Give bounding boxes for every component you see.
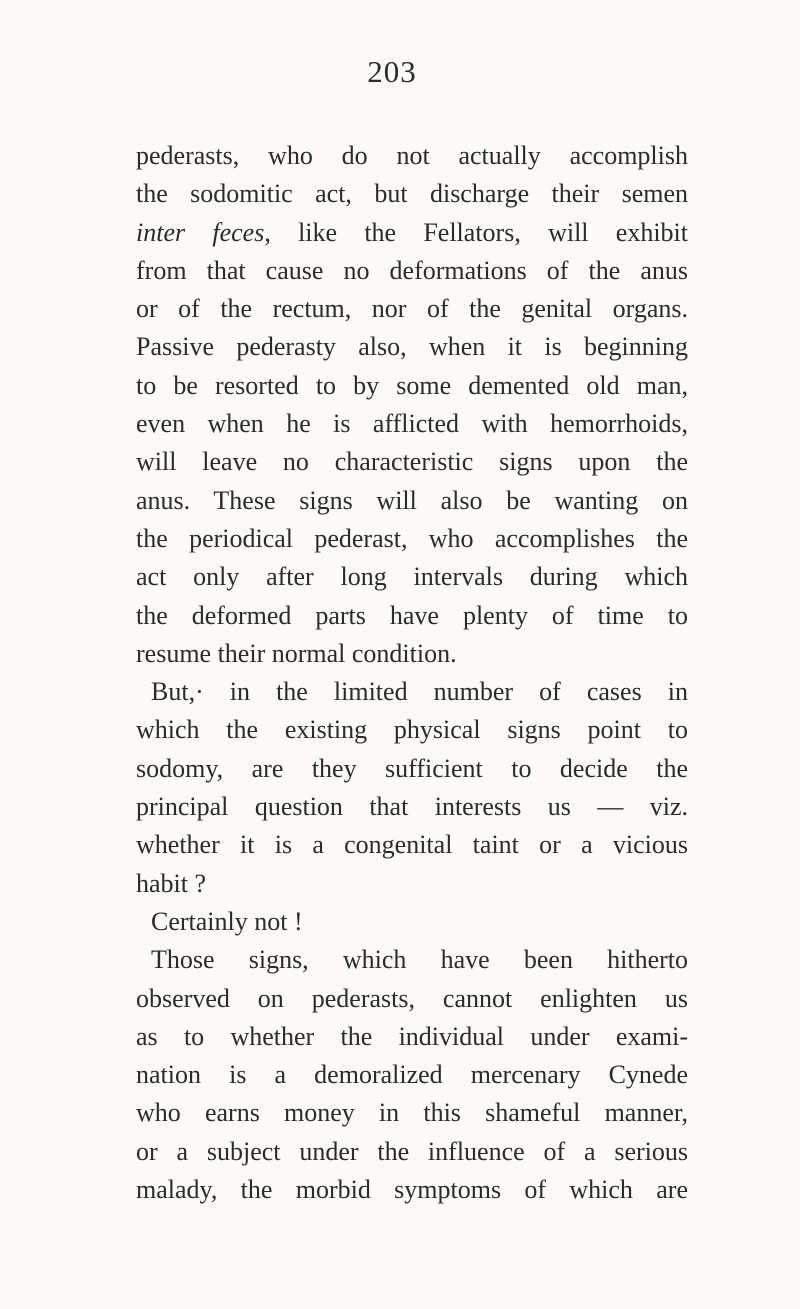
text-line: observed on pederasts, cannot enlighten us bbox=[136, 983, 688, 1013]
paragraph-start: Certainly not ! bbox=[151, 906, 303, 936]
text-line: habit ? bbox=[136, 868, 207, 898]
text-line: as to whether the individual under exami- bbox=[136, 1021, 688, 1051]
text-line: to be resorted to by some demented old man, bbox=[136, 370, 688, 400]
text-line: act only after long intervals during which bbox=[136, 562, 688, 592]
text-line: nation is a demoralized mercenary Cynede bbox=[136, 1060, 688, 1090]
text-line: Passive pederasty also, when it is beginning bbox=[136, 332, 688, 362]
text-line: or of the rectum, nor of the genital organs. bbox=[136, 294, 688, 324]
text-line: will leave no characteristic signs upon the bbox=[136, 447, 688, 477]
text-line bbox=[136, 214, 688, 252]
text-line: malady, the morbid symptoms of which are bbox=[136, 1175, 688, 1205]
text-line: the deformed parts have plenty of time to bbox=[136, 600, 688, 630]
paragraph-start: But,· in the limited number of cases in bbox=[151, 677, 688, 707]
paragraph-start: Those signs, which have been hitherto bbox=[151, 945, 688, 975]
text-line: which the existing physical signs point to bbox=[136, 715, 688, 745]
body-text bbox=[136, 137, 688, 1209]
text-line: or a subject under the influence of a serious bbox=[136, 1136, 688, 1166]
text-line: whether it is a congenital taint or a vicious bbox=[136, 830, 688, 860]
text-line: pederasts, who do not actually accomplish bbox=[136, 141, 688, 170]
italic-phrase: inter feces bbox=[136, 217, 265, 247]
text-line: anus. These signs will also be wanting on bbox=[136, 485, 688, 515]
text-line: even when he is afflicted with hemorrhoids, bbox=[136, 409, 688, 439]
text-line: resume their normal condition. bbox=[136, 638, 457, 668]
text-line: from that cause no deformations of the anus bbox=[136, 255, 688, 285]
text-line: principal question that interests us — viz. bbox=[136, 792, 688, 822]
page-number: 203 bbox=[367, 54, 417, 89]
text-line: sodomy, are they sufficient to decide the bbox=[136, 753, 688, 783]
text-line: the periodical pederast, who accomplishes the bbox=[136, 523, 688, 553]
text-segment: , like the Fellators, will exhibit bbox=[264, 217, 688, 247]
text-line: who earns money in this shameful manner, bbox=[136, 1098, 688, 1128]
text-line: the sodomitic act, but discharge their semen bbox=[136, 179, 688, 209]
